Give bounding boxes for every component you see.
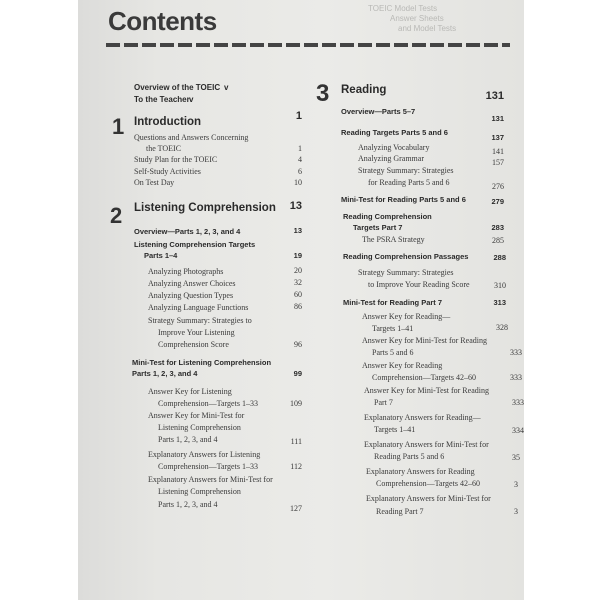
toc-item: for Reading Parts 5 and 6 <box>368 178 450 187</box>
toc-item: Comprehension Score <box>158 340 229 349</box>
section-number: 1 <box>112 114 125 139</box>
toc-subheading-page: 137 <box>491 133 504 142</box>
toc-item-page: 4 <box>298 155 302 164</box>
toc-item: Explanatory Answers for Mini-Test for <box>366 494 491 503</box>
toc-item: Explanatory Answers for Mini-Test for <box>364 440 489 449</box>
toc-item-page: 10 <box>294 178 302 187</box>
toc-item: Parts 1, 2, 3, and 4 <box>158 500 218 509</box>
toc-subheading: Targets Part 7 <box>353 223 403 232</box>
toc-item-page: 334 <box>512 426 524 435</box>
toc-item: Explanatory Answers for Mini-Test for <box>148 475 273 484</box>
toc-subheading: Reading Comprehension <box>343 212 432 221</box>
bleed-line: and Model Tests <box>398 24 457 33</box>
toc-item: Explanatory Answers for Listening <box>148 450 261 459</box>
toc-item: Answer Key for Reading <box>362 361 443 370</box>
toc-item: Explanatory Answers for Reading— <box>364 413 481 422</box>
section-page: 131 <box>485 90 504 102</box>
section-title: Introduction <box>134 116 202 128</box>
toc-subheading: Mini-Test for Listening Comprehension <box>132 358 272 367</box>
toc-item: Part 7 <box>374 398 393 407</box>
book-page <box>78 0 524 600</box>
toc-subheading-page: 313 <box>493 298 506 307</box>
toc-subheading: Parts 1, 2, 3, and 4 <box>132 369 198 378</box>
toc-item-page: 333 <box>512 398 524 407</box>
toc-item: Comprehension—Targets 1–33 <box>158 399 258 408</box>
toc-item: Listening Comprehension <box>158 423 241 432</box>
toc-item-page: 96 <box>294 340 302 349</box>
toc-item-page: 20 <box>294 266 302 275</box>
section-number: 3 <box>316 80 330 107</box>
toc-item: Self-Study Activities <box>134 167 201 176</box>
toc-item-page: 333 <box>510 348 522 357</box>
section-title: Listening Comprehension <box>134 202 276 214</box>
toc-subheading: Parts 1–4 <box>144 251 178 260</box>
toc-item: Listening Comprehension <box>158 487 241 496</box>
toc-item-page: 157 <box>492 158 504 167</box>
toc-item-page: 328 <box>496 323 508 332</box>
section-number: 2 <box>110 203 123 228</box>
toc-item: Study Plan for the TOEIC <box>134 155 218 164</box>
toc-item: Strategy Summary: Strategies <box>358 268 454 277</box>
toc-item: Answer Key for Mini-Test for Reading <box>362 336 487 345</box>
bleed-line: Answer Sheets <box>390 14 444 23</box>
toc-item-page: 276 <box>492 182 504 191</box>
toc-item: Reading Parts 5 and 6 <box>374 452 445 461</box>
section-title: Reading <box>341 84 387 96</box>
toc-item: Comprehension—Targets 42–60 <box>376 479 480 488</box>
toc-item: Reading Part 7 <box>376 507 424 516</box>
toc-item-page: 111 <box>290 437 302 446</box>
toc-item: Targets 1–41 <box>374 425 416 434</box>
toc-item: Analyzing Question Types <box>148 291 234 300</box>
toc-item: Analyzing Language Functions <box>148 303 249 312</box>
toc-item-page: 60 <box>294 290 302 299</box>
toc-item-page: 1 <box>298 144 302 153</box>
toc-front-matter-page: v <box>224 83 229 92</box>
toc-subheading: Overview—Parts 1, 2, 3, and 4 <box>134 227 241 236</box>
toc-item: On Test Day <box>134 178 175 187</box>
toc-item: The PSRA Strategy <box>362 235 425 244</box>
toc-subheading-page: 279 <box>491 197 504 206</box>
toc-subheading: Mini-Test for Reading Part 7 <box>343 298 443 307</box>
toc-front-matter-page: v <box>189 95 194 104</box>
bleed-through-text <box>328 0 524 70</box>
toc-item: Analyzing Answer Choices <box>148 279 236 288</box>
section-page: 13 <box>289 200 302 212</box>
toc-item-page: 32 <box>294 278 302 287</box>
toc-item: Answer Key for Listening <box>148 387 232 396</box>
toc-item: Strategy Summary: Strategies <box>358 166 454 175</box>
page-title: Contents <box>108 6 217 36</box>
toc-item: Questions and Answers Concerning <box>134 133 249 142</box>
toc-item: Answer Key for Reading— <box>362 312 451 321</box>
toc-item-page: 333 <box>510 373 522 382</box>
toc-item-page: 109 <box>290 399 302 408</box>
toc-item: Strategy Summary: Strategies to <box>148 316 252 325</box>
toc-subheading: Reading Comprehension Passages <box>343 252 469 261</box>
toc-item-page: 3 <box>514 507 518 516</box>
toc-subheading: Listening Comprehension Targets <box>134 240 256 249</box>
toc-item: Answer Key for Mini-Test for Reading <box>364 386 489 395</box>
toc-item-page: 112 <box>290 462 302 471</box>
toc-item-page: 127 <box>290 504 302 513</box>
toc-subheading-page: 283 <box>491 223 504 232</box>
title-underline <box>106 43 510 47</box>
toc-item: Analyzing Photographs <box>148 267 224 276</box>
toc-subheading-page: 99 <box>293 369 302 378</box>
toc-subheading-page: 288 <box>493 253 506 262</box>
toc-item: Parts 1, 2, 3, and 4 <box>158 435 218 444</box>
toc-item-page: 6 <box>298 167 302 176</box>
toc-item-page: 285 <box>492 236 504 245</box>
toc-front-matter: To the Teacher <box>134 95 190 104</box>
toc-item-page: 86 <box>294 302 302 311</box>
bleed-line: TOEIC Model Tests <box>368 4 438 13</box>
toc-subheading-page: 131 <box>491 114 504 123</box>
toc-item: the TOEIC <box>146 144 182 153</box>
toc-item: Comprehension—Targets 42–60 <box>372 373 476 382</box>
toc-subheading: Reading Targets Parts 5 and 6 <box>341 128 448 137</box>
toc-item: Analyzing Grammar <box>358 154 424 163</box>
toc-front-matter: Overview of the TOEIC <box>134 83 221 92</box>
toc-subheading: Mini-Test for Reading Parts 5 and 6 <box>341 195 466 204</box>
toc-item: Parts 5 and 6 <box>372 348 414 357</box>
toc-item: Comprehension—Targets 1–33 <box>158 462 258 471</box>
toc-item: to Improve Your Reading Score <box>368 280 470 289</box>
section-page: 1 <box>295 110 302 122</box>
toc-item-page: 310 <box>494 281 506 290</box>
toc-item: Improve Your Listening <box>158 328 235 337</box>
toc-item: Explanatory Answers for Reading <box>366 467 475 476</box>
toc-item-page: 141 <box>492 147 504 156</box>
toc-item-page: 35 <box>512 453 520 462</box>
toc-item: Answer Key for Mini-Test for <box>148 411 245 420</box>
toc-subheading-page: 13 <box>293 226 302 235</box>
toc-item: Targets 1–41 <box>372 324 414 333</box>
toc-subheading: Overview—Parts 5–7 <box>341 107 416 116</box>
toc-subheading-page: 19 <box>293 251 302 260</box>
toc-item-page: 3 <box>514 480 518 489</box>
toc-item: Analyzing Vocabulary <box>358 143 430 152</box>
